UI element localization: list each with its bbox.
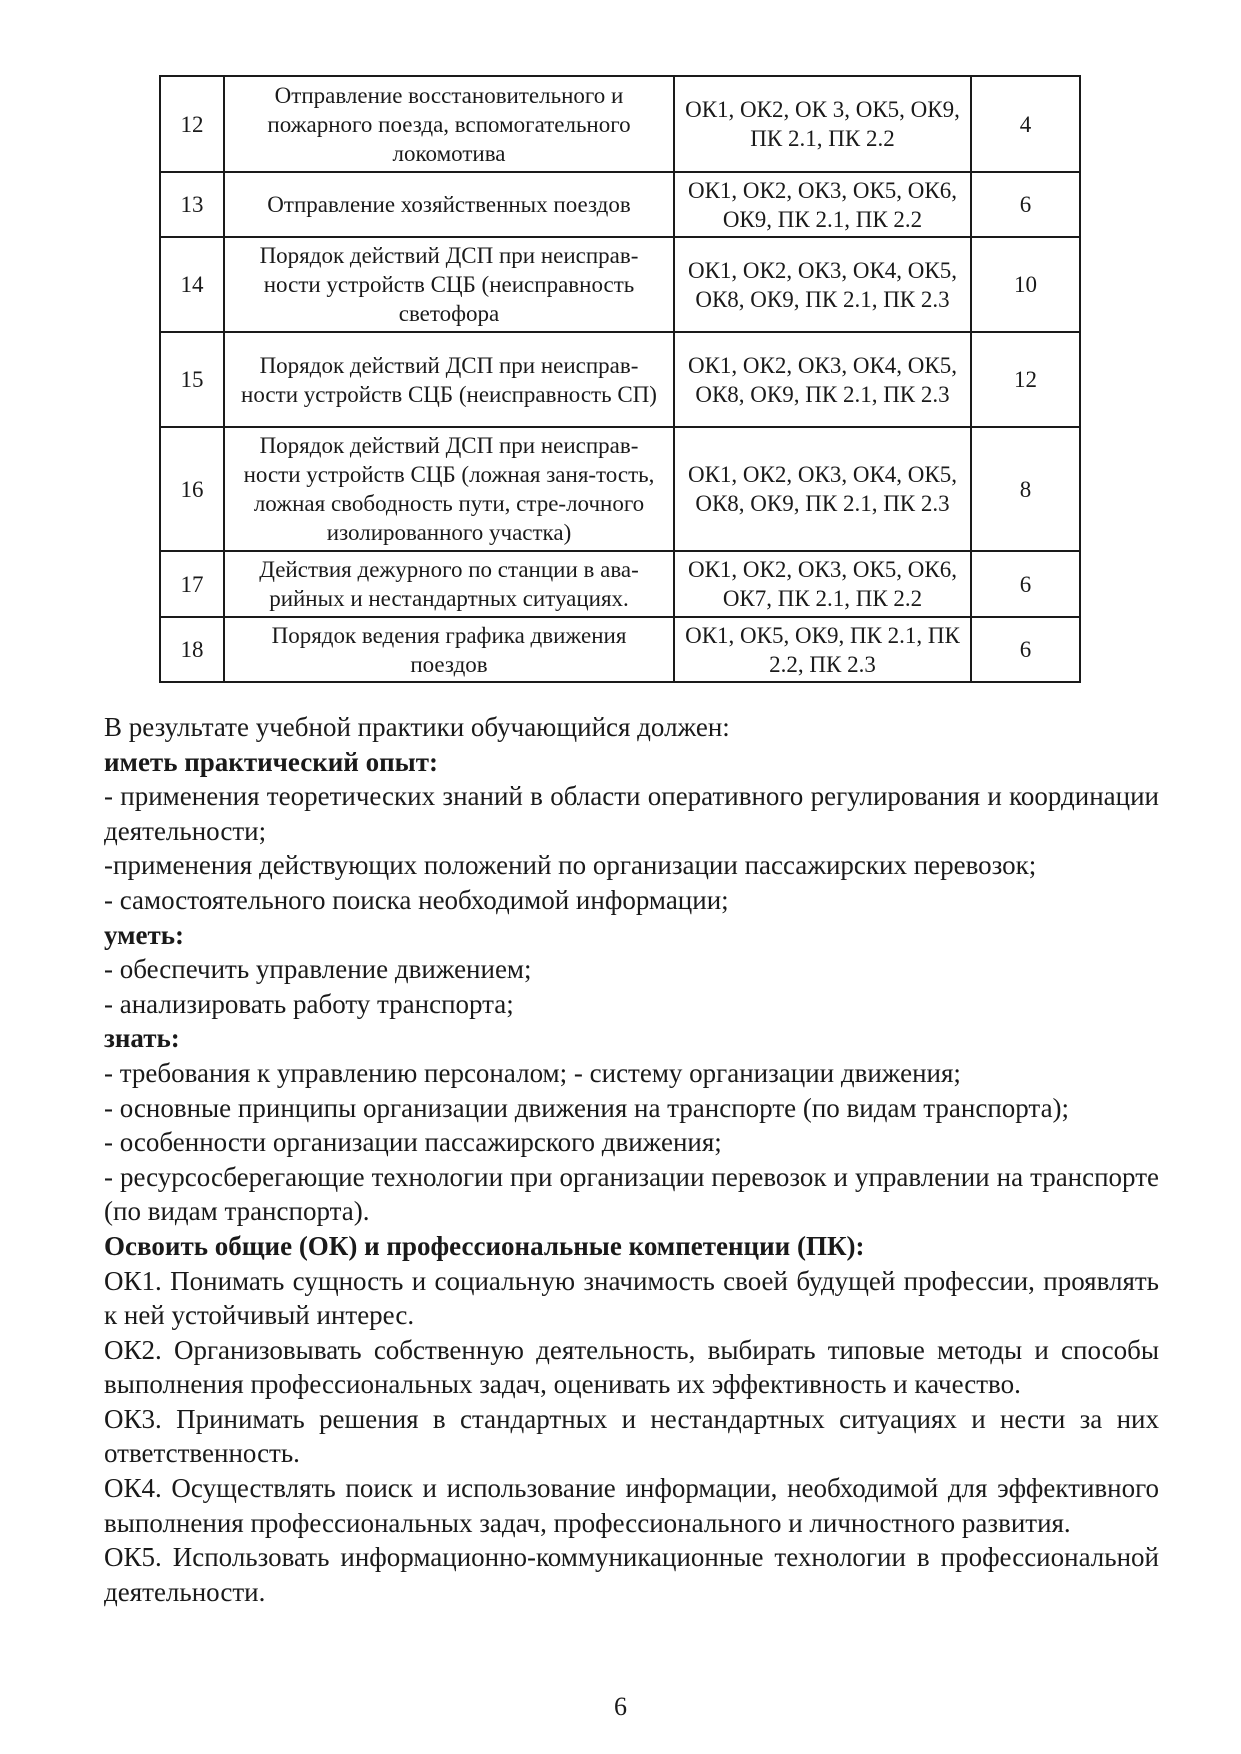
row-number: 18 xyxy=(160,617,224,682)
list-item: - требования к управлению персоналом; - систему организации движения; xyxy=(104,1057,961,1088)
hours-cell: 6 xyxy=(971,617,1080,682)
table-row xyxy=(160,332,1080,427)
table-row xyxy=(160,427,1080,551)
page-number: 6 xyxy=(614,1692,627,1721)
list-item: - ресурсосберегающие технологии при организации перевозок и управлении на транспорте (по видам транспорта). xyxy=(104,1161,1159,1227)
topic-name: Отправление восстановительного и пожарного поезда, вспомогательного локомотива xyxy=(224,76,674,172)
competency-item: ОК1. Понимать сущность и социальную значимость своей будущей профессии, проявлять к ней устойчивый интерес. xyxy=(104,1265,1159,1331)
list-item: - самостоятельного поиска необходимой информации; xyxy=(104,884,729,915)
list-item: - основные принципы организации движения на транспорте (по видам транспорта); xyxy=(104,1092,1070,1123)
knowledge-heading: знать: xyxy=(104,1023,180,1054)
body-text xyxy=(104,710,1159,1609)
skills-heading: уметь: xyxy=(104,919,185,950)
hours-cell: 6 xyxy=(971,551,1080,617)
row-number: 15 xyxy=(160,332,224,427)
topic-name: Порядок действий ДСП при неисправ-ности устройств СЦБ (неисправность СП) xyxy=(224,332,674,427)
table-row xyxy=(160,551,1080,617)
competencies-cell: ОК1, ОК5, ОК9, ПК 2.1, ПК 2.2, ПК 2.3 xyxy=(674,617,971,682)
competencies-cell: ОК1, ОК2, ОК3, ОК4, ОК5, ОК8, ОК9, ПК 2.1, ПК 2.3 xyxy=(674,237,971,332)
competencies-cell: ОК1, ОК2, ОК 3, ОК5, ОК9, ПК 2.1, ПК 2.2 xyxy=(674,76,971,172)
topic-name: Действия дежурного по станции в ава-рийных и нестандартных ситуациях. xyxy=(224,551,674,617)
table-row xyxy=(160,172,1080,237)
hours-cell: 8 xyxy=(971,427,1080,551)
practice-topics-table xyxy=(159,75,1081,683)
intro-paragraph: В результате учебной практики обучающийся должен: xyxy=(104,712,730,742)
table-row xyxy=(160,237,1080,332)
competencies-cell: ОК1, ОК2, ОК3, ОК4, ОК5, ОК8, ОК9, ПК 2.1, ПК 2.3 xyxy=(674,427,971,551)
row-number: 16 xyxy=(160,427,224,551)
topic-name: Порядок действий ДСП при неисправ-ности устройств СЦБ (ложная заня-тость, ложная свободность пути, стре-лочного изолированного участка) xyxy=(224,427,674,551)
row-number: 17 xyxy=(160,551,224,617)
hours-cell: 10 xyxy=(971,237,1080,332)
competencies-cell: ОК1, ОК2, ОК3, ОК4, ОК5, ОК8, ОК9, ПК 2.1, ПК 2.3 xyxy=(674,332,971,427)
competency-item: ОК5. Использовать информационно-коммуникационные технологии в профессиональной деятельности. xyxy=(104,1542,1159,1607)
competency-item: ОК4. Осуществлять поиск и использование информации, необходимой для эффективного выполнения профессиональных задач, профессионального и личностного развития. xyxy=(104,1473,1159,1538)
row-number: 12 xyxy=(160,76,224,172)
topic-name: Отправление хозяйственных поездов xyxy=(224,172,674,237)
competencies-heading: Освоить общие (ОК) и профессиональные компетенции (ПК): xyxy=(104,1230,865,1261)
list-item: - особенности организации пассажирского движения; xyxy=(104,1127,722,1158)
hours-cell: 6 xyxy=(971,172,1080,237)
hours-cell: 12 xyxy=(971,332,1080,427)
experience-heading: иметь практический опыт: xyxy=(104,746,439,777)
hours-cell: 4 xyxy=(971,76,1080,172)
competency-item: ОК2. Организовывать собственную деятельность, выбирать типовые методы и способы выполнения профессиональных задач, оценивать их эффективность и качество. xyxy=(104,1334,1159,1400)
row-number: 14 xyxy=(160,237,224,332)
row-number: 13 xyxy=(160,172,224,237)
table-row xyxy=(160,617,1080,682)
competency-item: ОК3. Принимать решения в стандартных и нестандартных ситуациях и нести за них ответственность. xyxy=(104,1403,1159,1469)
topic-name: Порядок ведения графика движения поездов xyxy=(224,617,674,682)
list-item: - применения теоретических знаний в области оперативного регулирования и координации деятельности; xyxy=(104,781,1159,846)
topic-name: Порядок действий ДСП при неисправ-ности устройств СЦБ (неисправность светофора xyxy=(224,237,674,332)
list-item: - обеспечить управление движением; xyxy=(104,954,532,985)
list-item: -применения действующих положений по организации пассажирских перевозок; xyxy=(104,850,1037,881)
competencies-cell: ОК1, ОК2, ОК3, ОК5, ОК6, ОК9, ПК 2.1, ПК 2.2 xyxy=(674,172,971,237)
competencies-cell: ОК1, ОК2, ОК3, ОК5, ОК6, ОК7, ПК 2.1, ПК 2.2 xyxy=(674,551,971,617)
list-item: - анализировать работу транспорта; xyxy=(104,988,514,1019)
table-row xyxy=(160,76,1080,172)
